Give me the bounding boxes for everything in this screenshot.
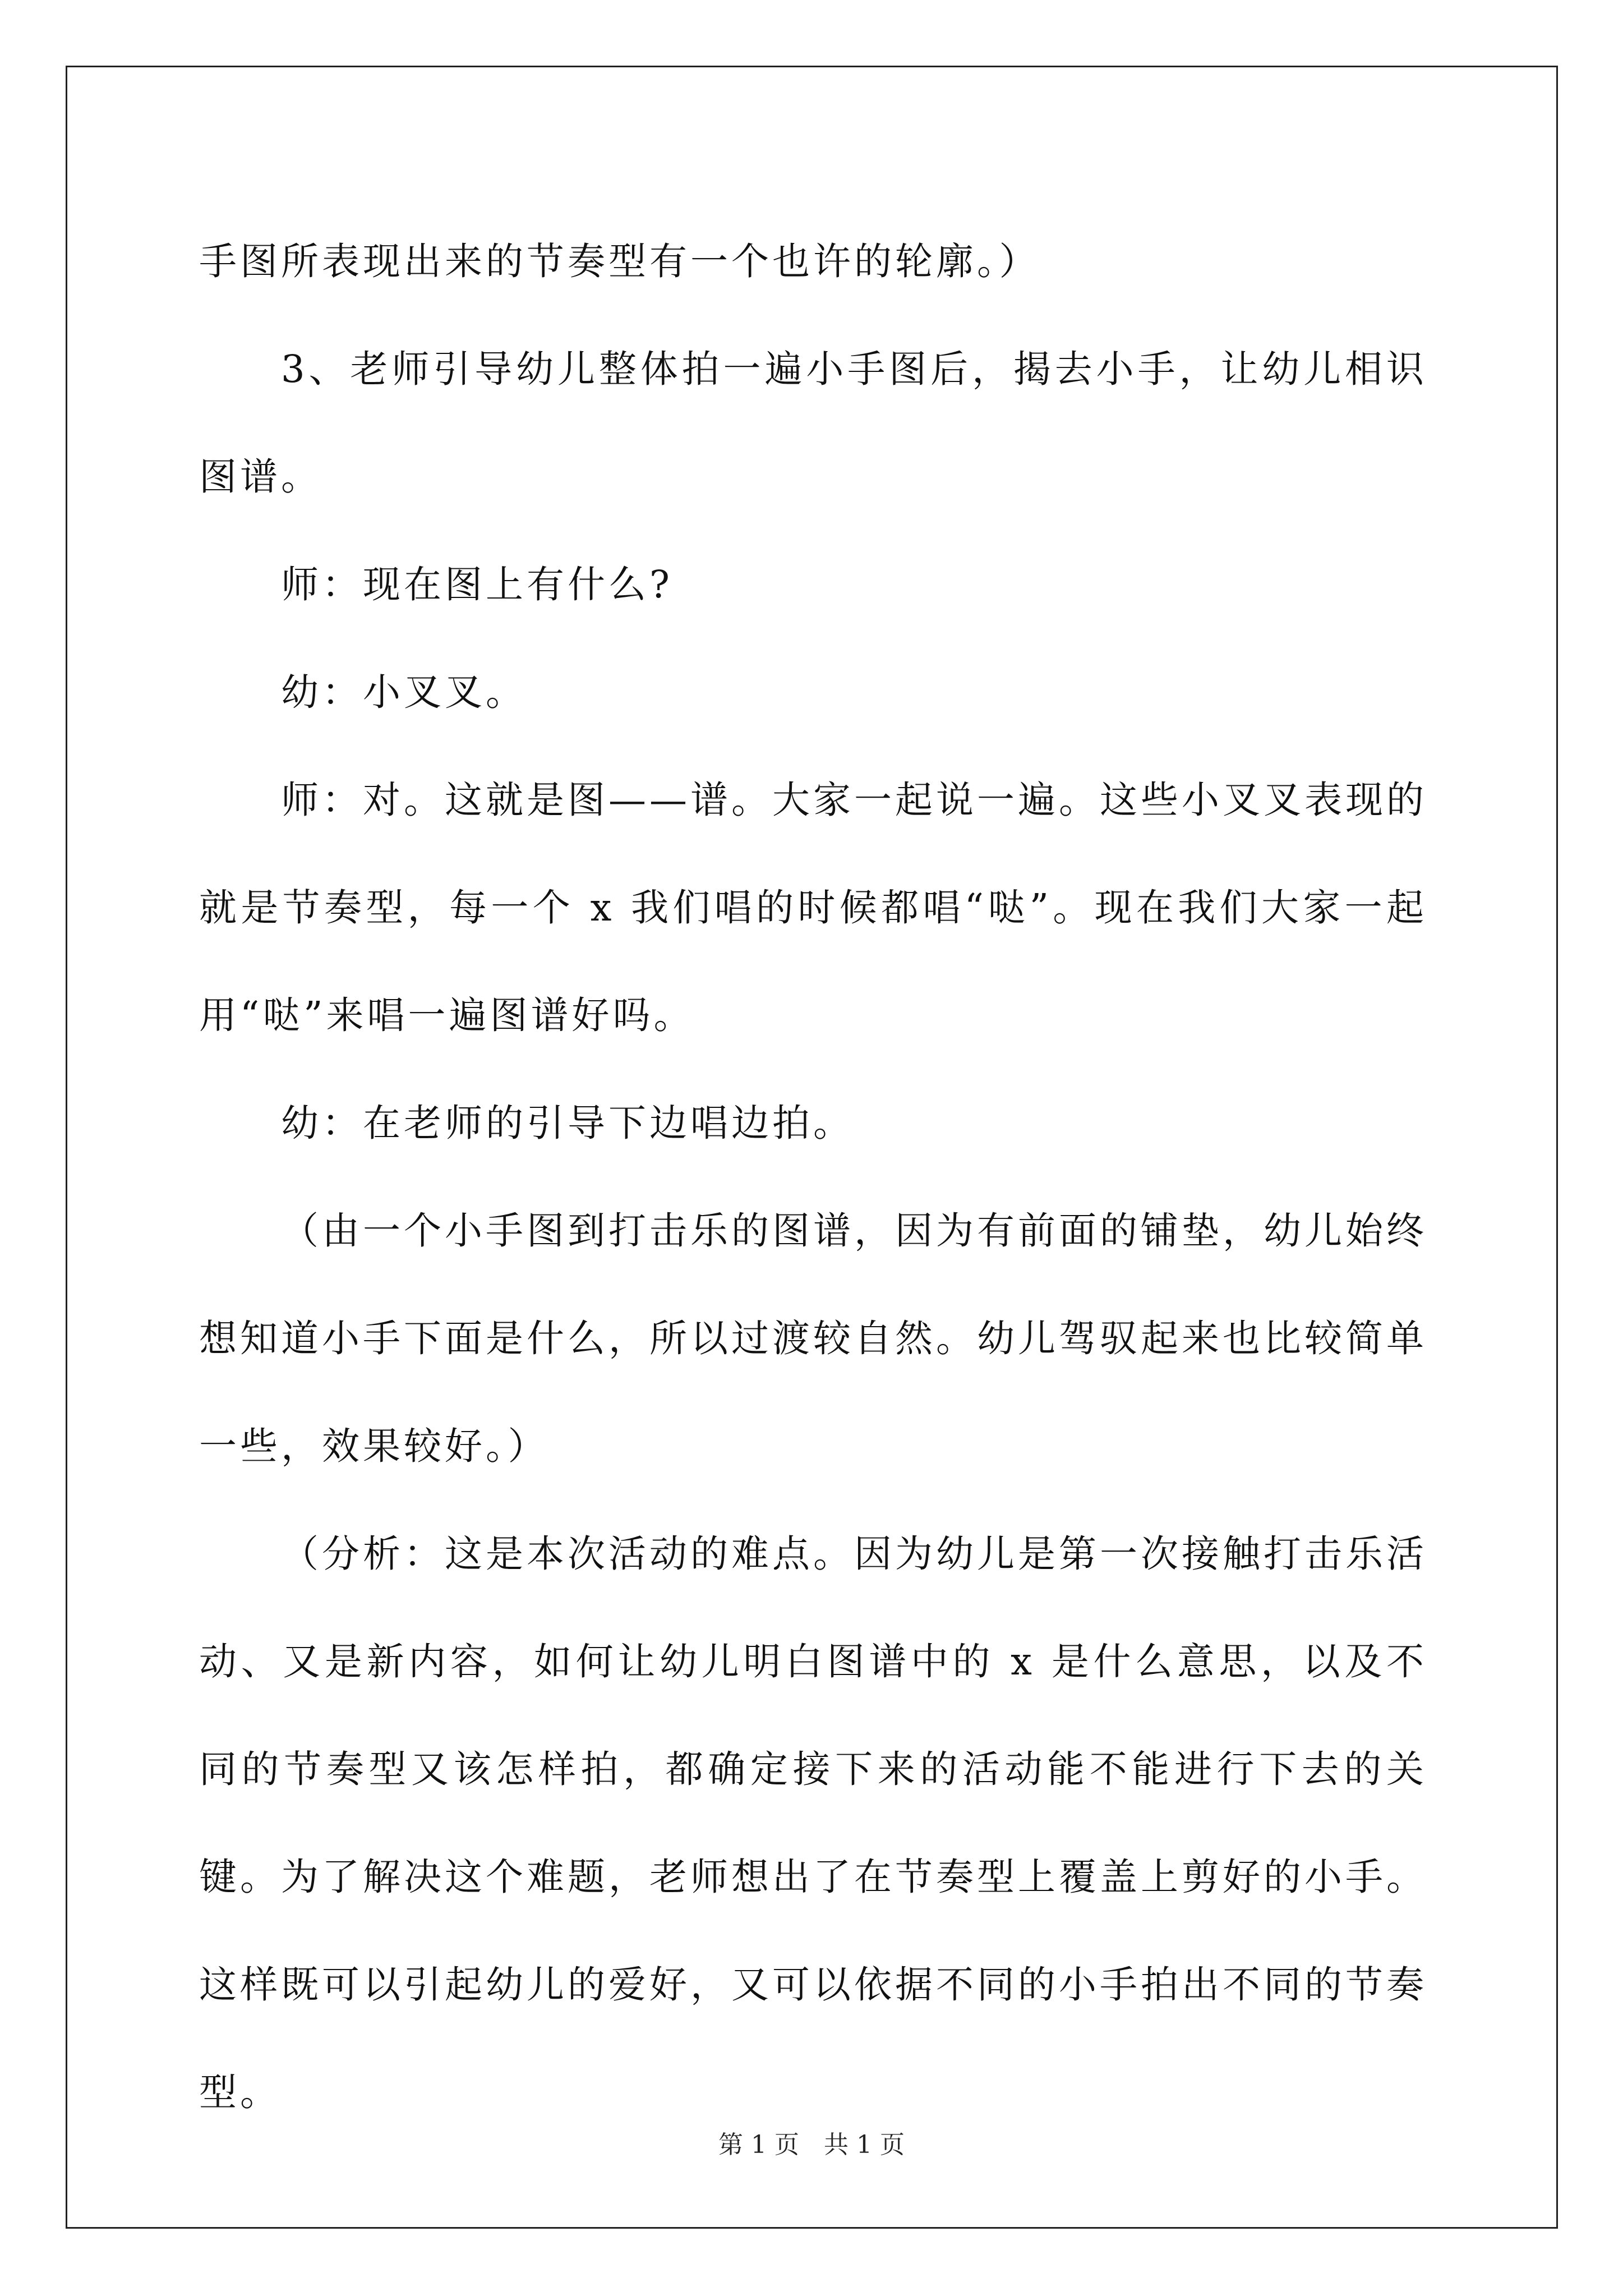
page-footer: 第 1 页 共 1 页 (718, 2131, 905, 2159)
paragraph-5: 师：对。这就是图——谱。大家一起说一遍。这些小叉叉表现的就是节奏型，每一个 x 我们唱的时候都唱“哒”。现在我们大家一起用“哒”来唱一遍图谱好吗。 (199, 778, 1427, 1037)
paragraph-4: 幼：小叉叉。 (281, 670, 527, 714)
paragraph-3: 师：现在图上有什么? (281, 563, 673, 606)
document-body (199, 208, 1427, 2146)
paragraph-1: 手图所表现出来的节奏型有一个也许的轮廓。） (199, 240, 1040, 283)
paragraph-6: 幼：在老师的引导下边唱边拍。 (281, 1101, 854, 1145)
paragraph-8: （分析：这是本次活动的难点。因为幼儿是第一次接触打击乐活动、又是新内容，如何让幼儿明白图谱中的 x 是什么意思，以及不同的节奏型又该怎样拍，都确定接下来的活动能不能进行下去的关键。为了解决这个难题，老师想出了在节奏型上覆盖上剪好的小手。这样既可以引起幼儿的爱好，又可以依据不同的小手拍出不同的节奏型。 (199, 1532, 1427, 2114)
paragraph-2: 3、老师引导幼儿整体拍一遍小手图后，揭去小手，让幼儿相识图谱。 (199, 347, 1427, 499)
paragraph-7: （由一个小手图到打击乐的图谱，因为有前面的铺垫，幼儿始终想知道小手下面是什么，所以过渡较自然。幼儿驾驭起来也比较简单一些，效果较好。） (199, 1209, 1427, 1468)
